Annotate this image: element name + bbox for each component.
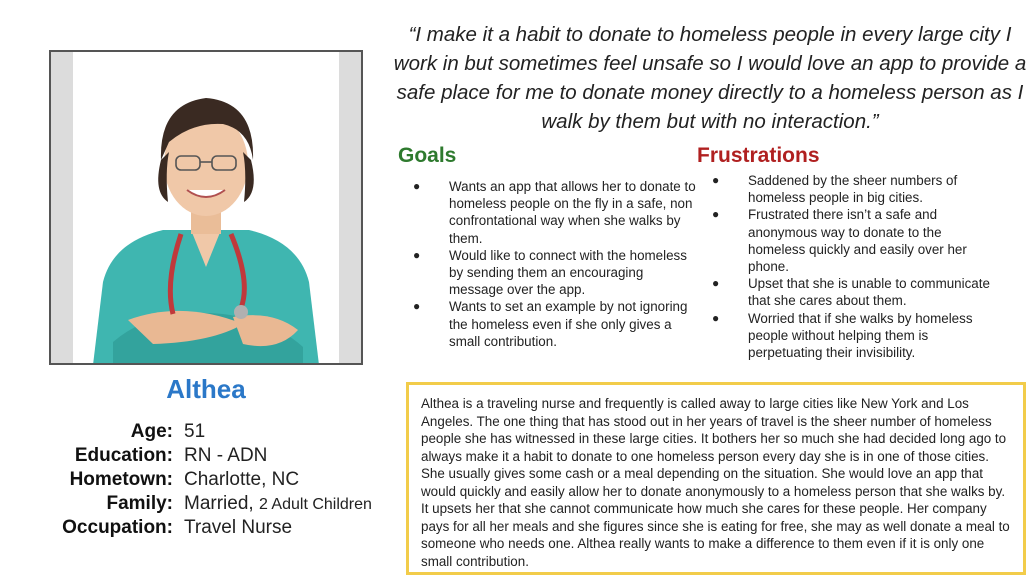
detail-row-family bbox=[40, 493, 410, 517]
detail-label: Family: bbox=[106, 493, 173, 514]
detail-value: RN - ADN bbox=[184, 445, 268, 466]
bullet-icon: ● bbox=[413, 247, 421, 262]
detail-value: 51 bbox=[184, 421, 206, 442]
frustration-text: Worried that if she walks by homeless people without helping them is perpetuating their invisibility. bbox=[748, 310, 973, 361]
frustration-item bbox=[712, 206, 998, 275]
persona-photo bbox=[73, 52, 339, 365]
persona-name: Althea bbox=[166, 374, 246, 404]
detail-label: Age: bbox=[130, 421, 173, 442]
detail-value: Charlotte, NC bbox=[184, 469, 300, 490]
goals-heading: Goals bbox=[398, 144, 457, 167]
bio-box: Althea is a traveling nurse and frequently is called away to large cities like New York and Los Angeles. The one thing that has stood out in her years of travel is the sheer number of homeless people she has witnessed in these large cities. It bothers her so much she had decided long ago to always make it a habit to donate to one homeless person every day she is in one of those cities. She usually gives some cash or a meal depending on the situation. She would love an app that would quickly and easily allow her to donate anonymously to a homeless person that she walks by. It upsets her that she cannot communicate how much she cares for these people. Her company pays for all her meals and she figures since she is eating for free, she may as well donate a meal to someone who needs one. Althea really wants to make a difference to them even if it is only one small contribution. bbox=[406, 382, 1026, 575]
frustration-item bbox=[712, 172, 998, 206]
bullet-icon: ● bbox=[712, 310, 720, 325]
detail-row-education bbox=[40, 445, 410, 469]
goal-item bbox=[413, 178, 699, 247]
bullet-icon: ● bbox=[413, 299, 421, 314]
goals-list bbox=[413, 178, 699, 350]
frustration-text: Frustrated there isn’t a safe and anonymous way to donate to the homeless quickly and easily over her phone. bbox=[748, 207, 967, 275]
frustration-text: Saddened by the sheer numbers of homeless people in big cities. bbox=[748, 173, 958, 206]
frustration-text: Upset that she is unable to communicate that she cares about them. bbox=[748, 276, 990, 309]
detail-value-group bbox=[184, 493, 372, 515]
persona-details bbox=[40, 421, 410, 541]
persona-photo-frame bbox=[49, 50, 363, 365]
detail-value: Travel Nurse bbox=[184, 517, 293, 538]
persona-quote: “I make it a habit to donate to homeless people in every large city I work in but sometimes feel unsafe so I would love an app to provide a safe place for me to donate money directly to a homeless person as I walk by them but with no interaction.” bbox=[393, 23, 1027, 133]
bullet-icon: ● bbox=[712, 173, 720, 187]
bullet-icon: ● bbox=[712, 276, 720, 291]
goal-text: Wants to set an example by not ignoring the homeless even if she only gives a small contribution. bbox=[449, 299, 688, 349]
frustrations-list bbox=[712, 172, 998, 361]
detail-label: Hometown: bbox=[69, 469, 173, 490]
goal-text: Would like to connect with the homeless by sending them an encouraging message over the app. bbox=[449, 247, 687, 298]
detail-label: Education: bbox=[74, 445, 173, 466]
detail-value-extra: 2 Adult Children bbox=[258, 496, 372, 513]
frustration-item bbox=[712, 310, 998, 362]
frustration-item bbox=[712, 275, 998, 309]
detail-row-hometown bbox=[40, 469, 410, 493]
goal-item bbox=[413, 298, 699, 350]
goal-item bbox=[413, 247, 699, 299]
bullet-icon: ● bbox=[712, 207, 720, 222]
detail-value: Married, bbox=[184, 493, 254, 514]
detail-row-age bbox=[40, 421, 410, 445]
detail-label: Occupation: bbox=[62, 517, 173, 538]
goal-text: Wants an app that allows her to donate to homeless people on the fly in a safe, non confrontational way when she walks by them. bbox=[449, 179, 696, 246]
detail-row-occupation bbox=[40, 517, 410, 541]
bullet-icon: ● bbox=[413, 179, 421, 193]
frustrations-heading: Frustrations bbox=[697, 144, 820, 167]
